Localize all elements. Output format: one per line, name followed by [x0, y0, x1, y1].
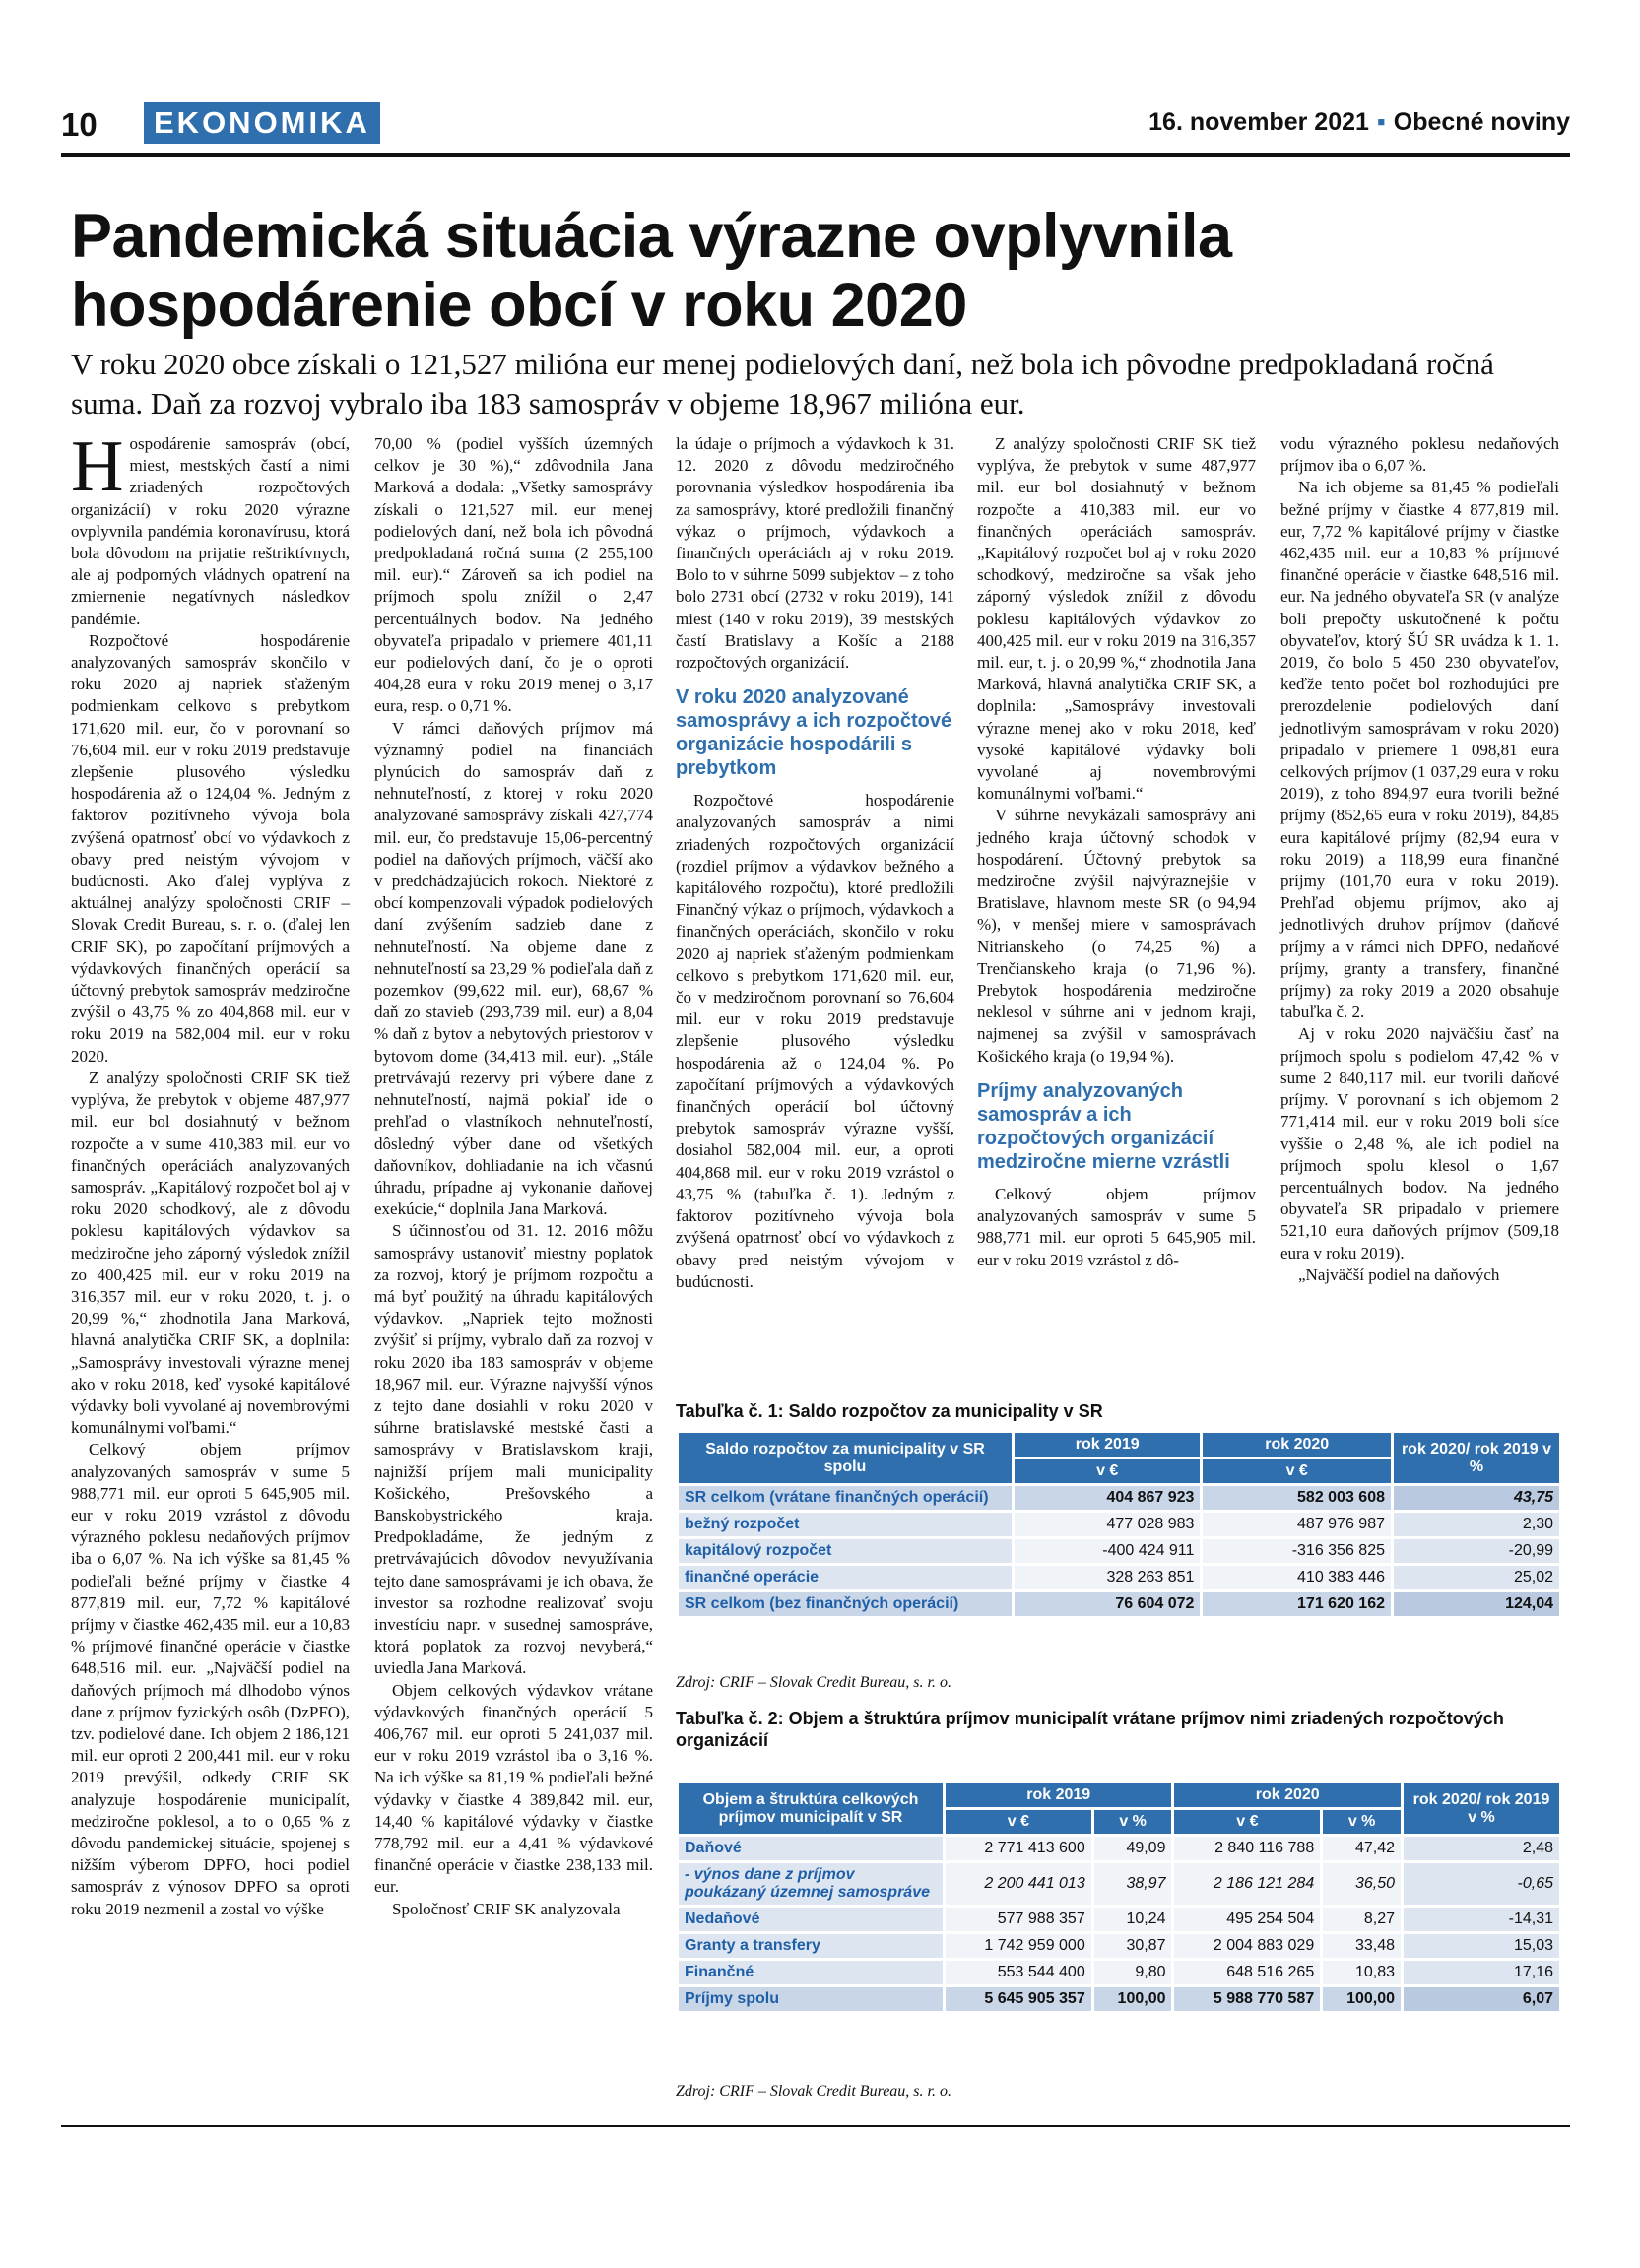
- table-2: [676, 1781, 1562, 2014]
- table-cell: Daňové: [679, 1837, 943, 1860]
- table-cell: -400 424 911: [1015, 1539, 1200, 1563]
- footer-rule: [61, 2125, 1570, 2127]
- paragraph: S účinnosťou od 31. 12. 2016 môžu samosprávy ustanoviť miestny poplatok za rozvoj, ktorý je príjmom rozpočtu a má byť použitý na úhradu kapitálových výdavkov. „Napriek tejto možnosti zvýšiť si príjmy, vybralo daň za rozvoj v roku 2020 iba 183 samospráv v objeme 18,967 mil. eur. Výrazne najvyšší výnos z tejto dane dosiahli v roku 2020 v súhrne bratislavské mestské časti a samosprávy v Bratislavskom kraji, najnižší príjem mali municipality Košického, Prešovského a Banskobystrického kraja. Predpokladáme, že jedným z pretrvávajúcich dôvodov nevyužívania tejto dane samosprávami je ich obava, že investor sa rozhodne realizovať svoju investíciu napr. v susednej samospráve, ktorá poplatok za rozvoj nevyberá,“ uviedla Jana Marková.: [374, 1221, 653, 1678]
- table-cell: 15,03: [1404, 1934, 1559, 1958]
- table-header: rok 2019: [946, 1783, 1171, 1807]
- table-header: v €: [1174, 1810, 1320, 1834]
- table-cell: 404 867 923: [1015, 1486, 1200, 1510]
- table-header: Objem a štruktúra celkových príjmov municipalít v SR: [679, 1783, 943, 1834]
- table-cell: 582 003 608: [1203, 1486, 1391, 1510]
- table-header: v €: [946, 1810, 1091, 1834]
- paragraph: Celkový objem príjmov analyzovaných samospráv v sume 5 988,771 mil. eur oproti 5 645,905 mil. eur v roku 2019 vzrástol z dô-: [977, 1184, 1256, 1269]
- paragraph: Celkový objem príjmov analyzovaných samospráv v sume 5 988,771 mil. eur oproti 5 645,905 mil. eur v roku 2019 vzrástol z dôvodu výrazného poklesu nedaňových príjmov iba o 6,07 %. Na ich výške sa 81,45 % podieľali bežné príjmy v čiastke 4 877,819 mil. eur, 7,72 % kapitálové príjmy v čiastke 462,435 mil. eur a 10,83 % príjmové finančné operácie v čiastke 648,516 mil. eur. „Najväčší podiel na daňových príjmoch má dlhodobo výnos dane z príjmov fyzických osôb (DzPFO), tzv. podielové dane. Ich objem 2 186,121 mil. eur oproti 2 200,441 mil. eur v roku 2019 prevýšil, odkedy CRIF SK analyzuje hospodárenie municipalít, medziročne poklesol, a to o 0,65 % z dôvodu pandemickej situácie, spojenej s nižším výberom DPFO, hoci podiel samospráv z výnosov DPFO sa oproti roku 2019 nezmenil a zostal vo výške: [71, 1440, 350, 1918]
- table-row: [679, 1566, 1559, 1589]
- table-cell: 1 742 959 000: [946, 1934, 1091, 1958]
- paragraph: Na ich objeme sa 81,45 % podieľali bežné príjmy v čiastke 4 877,819 mil. eur, 7,72 % kapitálové príjmy v čiastke 462,435 mil. eur a 10,83 % príjmové finančné operácie v čiastke 648,516 mil. eur. Na jedného obyvateľa SR (v analýze boli prepočty uskutočnené k počtu obyvateľov, ktorý ŠÚ SR uvádza k 1. 1. 2019, čo bolo 5 450 230 obyvateľov, keďže tento počet bol rozhodujúci pre prerozdelenie podielových daní jednotlivým samosprávam v roku 2020) pripadalo v priemere 1 098,81 eura celkových príjmov (1 037,29 eura v roku 2019), z toho 894,97 eura tvorili bežné príjmy (852,65 eura v roku 2019), 84,85 eura kapitálové príjmy (82,94 eura v roku 2019) a 118,99 eura finančné príjmy (101,70 eura v roku 2019). Prehľad objemu príjmov, ako aj jednotlivých druhov príjmov (daňové príjmy a v rámci nich DPFO, nedaňové príjmy, granty a transfery, finančné príjmy) za roky 2019 a 2020 obsahuje tabuľka č. 2.: [1280, 478, 1559, 1022]
- table-header: v €: [1203, 1459, 1391, 1483]
- paragraph: la údaje o príjmoch a výdavkoch k 31. 12. 2020 z dôvodu medziročného porovnania výsledkov hospodárenia iba za samosprávy, ktoré predložili finančný výkaz o príjmoch, výdavkoch a finančných operáciách aj v roku 2019. Bolo to v súhrne 5099 subjektov – z toho bolo 2731 obcí (2732 v roku 2019), 141 miest (140 v roku 2019), 39 mestských častí Bratislavy a Košíc a 2188 rozpočtových organizácií.: [676, 434, 954, 673]
- paragraph: Rozpočtové hospodárenie analyzovaných samospráv skončilo v roku 2020 aj napriek sťaženým podmienkam celkovo s prebytkom 171,620 mil. eur, čo v porovnaní so 76,604 mil. eur v roku 2019 predstavuje zlepšenie plusového výsledku hospodárenia až o 124,04 %. Jedným z faktorov pozitívneho vývoja bola zvýšená opatrnosť obcí vo výdavkoch z obavy pred neistým vývojom v budúcnosti. Ako ďalej vyplýva z aktuálnej analýzy spoločnosti CRIF – Slovak Credit Bureau, s. r. o. (ďalej len CRIF SK), po započítaní príjmových a výdavkových finančných operácií sa účtovný prebytok samospráv medziročne zvýšil o 43,75 % zo 404,868 mil. eur v roku 2019 na 582,004 mil. eur v roku 2020.: [71, 630, 350, 1066]
- section-label: EKONOMIKA: [144, 102, 380, 144]
- separator-dot: ▪: [1376, 108, 1386, 136]
- table-cell: finančné operácie: [679, 1566, 1012, 1589]
- table-cell: 100,00: [1323, 1987, 1401, 2011]
- table-cell: 33,48: [1323, 1934, 1401, 1958]
- table-cell: 2,48: [1404, 1837, 1559, 1860]
- table-header: v %: [1094, 1810, 1172, 1834]
- table-cell: 2 004 883 029: [1174, 1934, 1320, 1958]
- drop-cap: H: [71, 426, 124, 507]
- table-cell: 487 976 987: [1203, 1513, 1391, 1536]
- table-cell: 49,09: [1094, 1837, 1172, 1860]
- table-cell: 328 263 851: [1015, 1566, 1200, 1589]
- paragraph: 70,00 % (podiel vyšších územných celkov je 30 %),“ zdôvodnila Jana Marková a dodala: „Všetky samosprávy získali o 121,527 mil. eur menej podielových daní, než bola ich pôvodná predpokladaná ročná suma (2 255,100 mil. eur).“ Zároveň sa ich podiel na príjmoch spolu znížil o 2,47 percentuálnych bodov. Na jedného obyvateľa pripadalo v priemere 401,11 eur podielových daní, čo je o oproti 404,28 eura v roku 2019 menej o 3,17 eura, resp. o 0,71 %.: [374, 434, 653, 716]
- paragraph: Aj v roku 2020 najväčšiu časť na príjmoch spolu s podielom 47,42 % v sume 2 840,117 mil. eur tvorili daňové príjmy. V porovnaní s ich objemom 2 771,414 mil. eur v roku 2019 boli síce vyššie o 2,48 %, ale ich podiel na príjmoch spolu klesol o 1,67 percentuálnych bodov. Na jedného obyvateľa SR pripadalo v priemere 521,10 eura daňových príjmov (509,18 eura v roku 2019).: [1280, 1024, 1559, 1263]
- table-cell: -14,31: [1404, 1908, 1559, 1931]
- table-header: rok 2019: [1015, 1433, 1200, 1457]
- newspaper-name: Obecné noviny: [1393, 108, 1570, 136]
- table-cell: - výnos dane z príjmov poukázaný územnej samospráve: [679, 1863, 943, 1905]
- table-cell: Príjmy spolu: [679, 1987, 943, 2011]
- table-cell: 8,27: [1323, 1908, 1401, 1931]
- table-cell: 10,24: [1094, 1908, 1172, 1931]
- table-cell: 43,75: [1394, 1486, 1559, 1510]
- table-cell: 100,00: [1094, 1987, 1172, 2011]
- table-cell: 47,42: [1323, 1837, 1401, 1860]
- table-row: [679, 1837, 1559, 1860]
- table-row: [679, 1863, 1559, 1905]
- table-header: v %: [1323, 1810, 1401, 1834]
- table-cell: 10,83: [1323, 1961, 1401, 1984]
- table-header: Saldo rozpočtov za municipality v SR spolu: [679, 1433, 1012, 1483]
- table-cell: bežný rozpočet: [679, 1513, 1012, 1536]
- paragraph: vodu výrazného poklesu nedaňových príjmov iba o 6,07 %.: [1280, 434, 1559, 476]
- table-cell: 5 645 905 357: [946, 1987, 1091, 2011]
- table-row: [679, 1539, 1559, 1563]
- table-header: rok 2020: [1174, 1783, 1401, 1807]
- table-cell: SR celkom (bez finančných operácií): [679, 1592, 1012, 1616]
- table-cell: 495 254 504: [1174, 1908, 1320, 1931]
- table-cell: -20,99: [1394, 1539, 1559, 1563]
- paragraph: V rámci daňových príjmov má významný podiel na financiách plynúcich do samospráv daň z nehnuteľností, z ktorej v roku 2020 analyzované samosprávy získali 427,774 mil. eur, čo predstavuje 15,06-percentný podiel na daňových príjmoch, väčší ako v predchádzajúcich rokoch. Niektoré z obcí kompenzovali výpadok podielových daní zvýšením sadzieb dane z nehnuteľností. Na objeme dane z nehnuteľností sa 23,29 % podieľala daň z pozemkov (99,622 mil. eur), 68,67 % daň zo stavieb (293,739 mil. eur) a 8,04 % daň z bytov a nebytových priestorov v bytovom dome (34,413 mil. eur). „Stále pretrvávajú rezervy pri výbere dane z nehnuteľností, najmä pokiaľ ide o prehľad o vlastníkoch nehnuteľností, dôsledný výber dane od všetkých daňovníkov, dohliadanie na ich včasnú úhradu, prípadne aj vykonanie daňovej exekúcie,“ doplnila Jana Marková.: [374, 718, 653, 1219]
- lead-paragraph: V roku 2020 obce získali o 121,527 milióna eur menej podielových daní, než bola ich pôvodne predpokladaná ročná suma. Daň za rozvoj vybralo iba 183 samospráv v objeme 18,967 milióna eur.: [71, 347, 1494, 421]
- article-column-2: [374, 433, 653, 2058]
- table-cell: Finančné: [679, 1961, 943, 1984]
- table-header: rok 2020/ rok 2019 v %: [1394, 1433, 1559, 1483]
- table-cell: 38,97: [1094, 1863, 1172, 1905]
- paragraph: V súhrne nevykázali samosprávy ani jedného kraja účtovný schodok v hospodárení. Účtovný prebytok sa medziročne zvýšil najvýraznejšie v Bratislave, hlavnom meste SR (o 94,94 %), v menšej miere v samosprávach Nitrianskeho (o 74,25 %) a Trenčianskeho kraja (o 71,96 %). Prebytok hospodárenia medziročne neklesol v súhrne ani v jednom kraji, najmenej sa zvýšil v samosprávach Košického kraja (o 19,94 %).: [977, 806, 1256, 1066]
- table-cell: 477 028 983: [1015, 1513, 1200, 1536]
- article-column-4: [977, 433, 1256, 1379]
- page-number: 10: [61, 106, 98, 143]
- table-cell: 577 988 357: [946, 1908, 1091, 1931]
- table-cell: Granty a transfery: [679, 1934, 943, 1958]
- table-cell: 2 200 441 013: [946, 1863, 1091, 1905]
- paragraph: ospodárenie samospráv (obcí, miest, mestských častí a nimi zriadených rozpočtových organizácií) v roku 2020 výrazne ovplyvnila pandémia koronavírusu, ktorá bola dôvodom na prijatie reštriktívnych, ale aj podporných vládnych opatrení na zmiernenie negatívnych následkov pandémie.: [71, 434, 350, 628]
- table-1-source: Zdroj: CRIF – Slovak Credit Bureau, s. r. o.: [676, 1674, 951, 1691]
- table-1: [676, 1430, 1562, 1619]
- subheading: Príjmy analyzovaných samospráv a ich rozpočtových organizácií medziročne mierne vzrástli: [977, 1079, 1230, 1173]
- table-1-caption: Tabuľka č. 1: Saldo rozpočtov za municipality v SR: [676, 1401, 1103, 1421]
- table-header: v €: [1015, 1459, 1200, 1483]
- table-cell: 6,07: [1404, 1987, 1559, 2011]
- table-row: [679, 1987, 1559, 2011]
- subheading: V roku 2020 analyzované samosprávy a ich rozpočtové organizácie hospodárili s prebytkom: [676, 686, 952, 780]
- issue-date: 16. november 2021: [1148, 108, 1369, 136]
- table-2-source: Zdroj: CRIF – Slovak Credit Bureau, s. r. o.: [676, 2083, 951, 2100]
- paragraph: Spoločnosť CRIF SK analyzovala: [392, 1899, 621, 1918]
- table-cell: 2 771 413 600: [946, 1837, 1091, 1860]
- table-cell: 553 544 400: [946, 1961, 1091, 1984]
- table-cell: 30,87: [1094, 1934, 1172, 1958]
- paragraph: Z analýzy spoločnosti CRIF SK tiež vyplýva, že prebytok v objeme 487,977 mil. eur bol dosiahnutý v bežnom rozpočte a v sume 410,383 mil. eur vo finančných operáciách analyzovaných samospráv. „Kapitálový rozpočet bol aj v roku 2020 schodkový, ale z dôvodu poklesu kapitálových výdavkov sa medziročne jeho záporný výsledok znížil zo 400,425 mil. eur v roku 2019 na 316,357 mil. eur v roku 2020, t. j. o 20,99 %,“ zhodnotila Jana Marková, hlavná analytička CRIF SK, a doplnila: „Samosprávy investovali výrazne menej ako v roku 2018, keď vysoké kapitálové výdavky boli vyvolané aj novembrovými komunálnymi voľbami.“: [71, 1068, 350, 1438]
- table-cell: SR celkom (vrátane finančných operácií): [679, 1486, 1012, 1510]
- table-row: [679, 1513, 1559, 1536]
- table-cell: 9,80: [1094, 1961, 1172, 1984]
- table-row: [679, 1934, 1559, 1958]
- table-cell: 648 516 265: [1174, 1961, 1320, 1984]
- table-cell: 124,04: [1394, 1592, 1559, 1616]
- table-row: [679, 1908, 1559, 1931]
- article-column-5: [1280, 433, 1559, 1379]
- table-header: rok 2020/ rok 2019 v %: [1404, 1783, 1559, 1834]
- table-cell: 410 383 446: [1203, 1566, 1391, 1589]
- headline: Pandemická situácia výrazne ovplyvnila hospodárenie obcí v roku 2020: [71, 202, 1232, 340]
- table-cell: 2,30: [1394, 1513, 1559, 1536]
- paragraph: Z analýzy spoločnosti CRIF SK tiež vyplýva, že prebytok v sume 487,977 mil. eur bol dosiahnutý v bežnom rozpočte a 410,383 mil. eur vo finančných operáciách samospráv. „Kapitálový rozpočet bol aj v roku 2020 schodkový, medziročne sa však jeho záporný výsledok znížil z dôvodu poklesu kapitálových výdavkov zo 400,425 mil. eur v roku 2019 na 316,357 mil. eur, t. j. o 20,99 %,“ zhodnotila Jana Marková, hlavná analytička CRIF SK, a doplnila: „Samosprávy investovali výrazne menej ako v roku 2018, keď vysoké kapitálové výdavky boli vyvolané aj novembrovými komunálnymi voľbami.“: [977, 434, 1256, 804]
- table-row: [679, 1592, 1559, 1616]
- table-row: [679, 1486, 1559, 1510]
- table-cell: 2 186 121 284: [1174, 1863, 1320, 1905]
- table-cell: 17,16: [1404, 1961, 1559, 1984]
- dateline: [1148, 108, 1570, 137]
- table-header: rok 2020: [1203, 1433, 1391, 1457]
- table-cell: 76 604 072: [1015, 1592, 1200, 1616]
- table-cell: 36,50: [1323, 1863, 1401, 1905]
- article-column-3: [676, 433, 954, 1379]
- table-cell: 25,02: [1394, 1566, 1559, 1589]
- table-row: [679, 1961, 1559, 1984]
- paragraph: Rozpočtové hospodárenie analyzovaných samospráv a nimi zriadených rozpočtových organizácií (rozdiel príjmov a výdavkov bežného a kapitálového rozpočtu), ktoré predložili Finančný výkaz o príjmoch, výdavkoch a finančných operáciách, skončilo v roku 2020 aj napriek sťaženým podmienkam celkovo s prebytkom 171,620 mil. eur, čo v medziročnom porovnaní so 76,604 mil. eur v roku 2019 predstavuje zlepšenie plusového výsledku hospodárenia až o 124,04 %. Po započítaní príjmových a výdavkových finančných operácií bol účtovný prebytok samospráv výrazne vyšší, dosiahol 582,004 mil. eur, a oproti 404,868 mil. eur v roku 2019 vzrástol o 43,75 % (tabuľka č. 1). Jedným z faktorov pozitívneho vývoja bola zvýšená opatrnosť obcí vo výdavkoch z obavy pred neistým vývojom v budúcnosti.: [676, 791, 954, 1291]
- table-cell: 2 840 116 788: [1174, 1837, 1320, 1860]
- table-cell: -0,65: [1404, 1863, 1559, 1905]
- table-cell: Nedaňové: [679, 1908, 943, 1931]
- table-cell: -316 356 825: [1203, 1539, 1391, 1563]
- paragraph: Objem celkových výdavkov vrátane výdavkových finančných operácií 5 406,767 mil. eur oproti 5 241,037 mil. eur v roku 2019 vzrástol iba o 3,16 %. Na ich výške sa 81,19 % podieľali bežné výdavky v čiastke 4 389,842 mil. eur, 14,40 % kapitálové výdavky v čiastke 778,792 mil. eur a 4,41 % výdavkové finančné operácie v čiastke 238,133 mil. eur.: [374, 1680, 653, 1897]
- page-header: [61, 102, 1570, 148]
- table-cell: 5 988 770 587: [1174, 1987, 1320, 2011]
- table-cell: kapitálový rozpočet: [679, 1539, 1012, 1563]
- table-cell: 171 620 162: [1203, 1592, 1391, 1616]
- table-2-caption: Tabuľka č. 2: Objem a štruktúra príjmov municipalít vrátane príjmov nimi zriadených rozpočtových organizácií: [676, 1709, 1504, 1750]
- paragraph: „Najväčší podiel na daňových: [1298, 1264, 1500, 1284]
- header-rule: [61, 153, 1570, 157]
- article-column-1: [71, 426, 350, 2058]
